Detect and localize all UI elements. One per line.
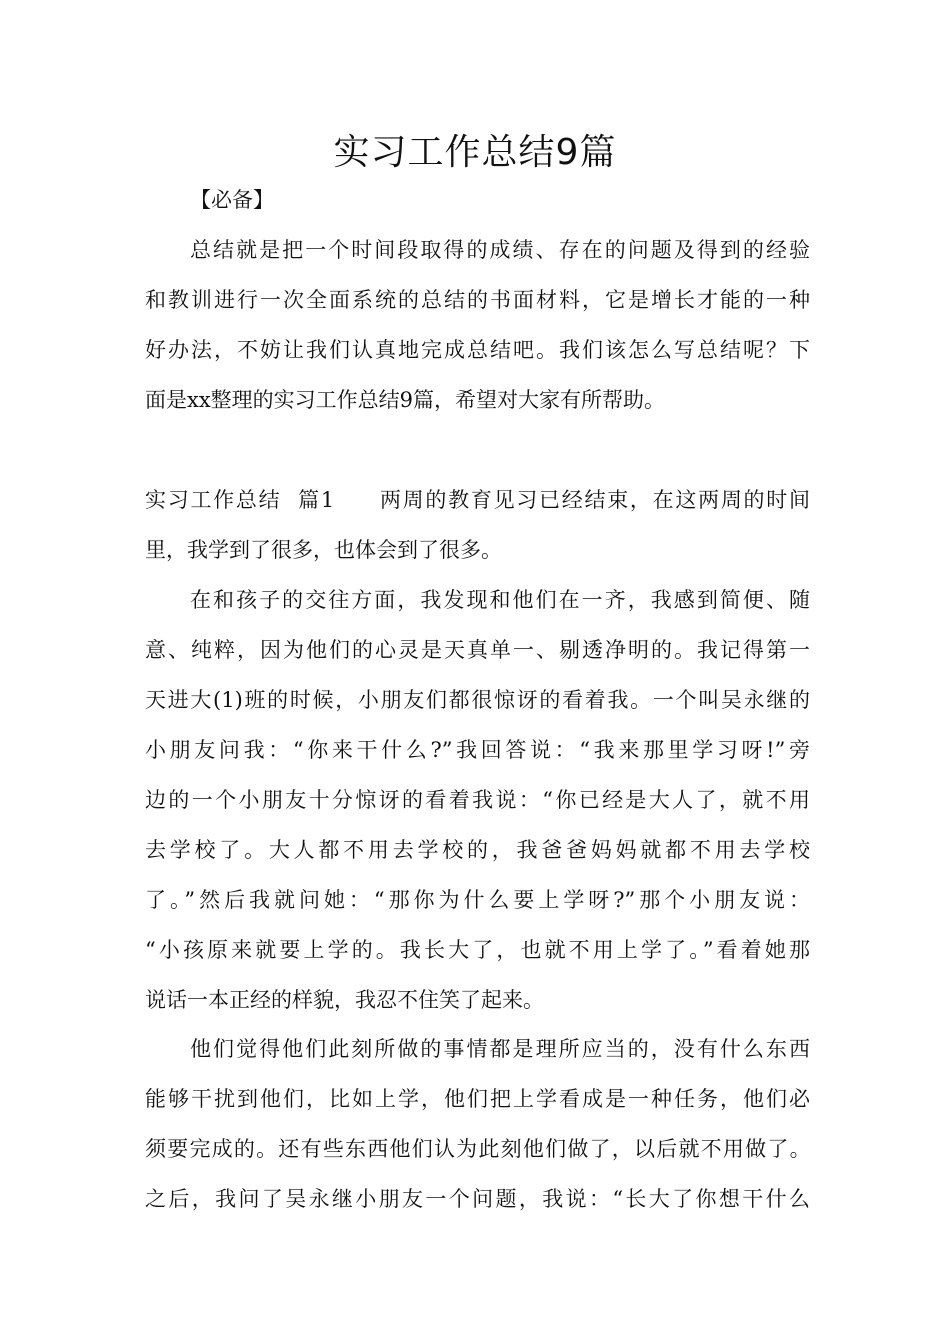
section-heading: 实习工作总结 篇1	[145, 488, 335, 512]
paragraph-line: 里，我学到了很多，也体会到了很多。	[145, 538, 502, 562]
paragraph-line: 在和孩子的交往方面，我发现和他们在一齐，我感到简便、随	[190, 588, 810, 612]
paragraph-line: 了。”然后我就问她：“那你为什么要上学呀?”那个小朋友说：	[145, 888, 810, 912]
section-1	[145, 475, 810, 575]
paragraph-line: 须要完成的。还有些东西他们认为此刻他们做了，以后就不用做了。	[145, 1137, 810, 1161]
paragraph-3	[145, 1024, 810, 1224]
document-tag: 【必备】	[190, 188, 274, 212]
section-heading-line	[145, 475, 810, 525]
paragraph-line: 和教训进行一次全面系统的总结的书面材料，它是增长才能的一种	[145, 288, 810, 312]
paragraph-line: 意、纯粹，因为他们的心灵是天真单一、剔透净明的。我记得第一	[145, 638, 810, 662]
paragraph-line: 好办法，不妨让我们认真地完成总结吧。我们该怎么写总结呢？下	[145, 338, 810, 362]
paragraph-line: 小朋友问我：“你来干什么?”我回答说：“我来那里学习呀!”旁	[145, 738, 810, 762]
paragraph-line: 面是xx整理的实习工作总结9篇，希望对大家有所帮助。	[145, 388, 666, 412]
paragraph-line: 去学校了。大人都不用去学校的，我爸爸妈妈就都不用去学校	[145, 838, 810, 862]
paragraph-line: 说话一本正经的样貌，我忍不住笑了起来。	[145, 988, 544, 1012]
intro-paragraph	[145, 225, 810, 425]
section-first-text: 两周的教育见习已经结束，在这两周的时间	[378, 488, 810, 512]
paragraph-line: 之后，我问了吴永继小朋友一个问题，我说：“长大了你想干什么	[145, 1187, 810, 1211]
document-title: 实习工作总结9篇	[333, 132, 617, 173]
paragraph-line: 天进大(1)班的时候，小朋友们都很惊讶的看着我。一个叫吴永继的	[145, 688, 810, 712]
paragraph-line: “小孩原来就要上学的。我长大了，也就不用上学了。”看着她那	[145, 938, 810, 962]
paragraph-line: 总结就是把一个时间段取得的成绩、存在的问题及得到的经验	[190, 238, 810, 262]
paragraph-2	[145, 575, 810, 1025]
paragraph-line: 边的一个小朋友十分惊讶的看着我说：“你已经是大人了，就不用	[145, 788, 810, 812]
paragraph-line: 他们觉得他们此刻所做的事情都是理所应当的，没有什么东西	[190, 1037, 810, 1061]
paragraph-line: 能够干扰到他们，比如上学，他们把上学看成是一种任务，他们必	[145, 1087, 810, 1111]
